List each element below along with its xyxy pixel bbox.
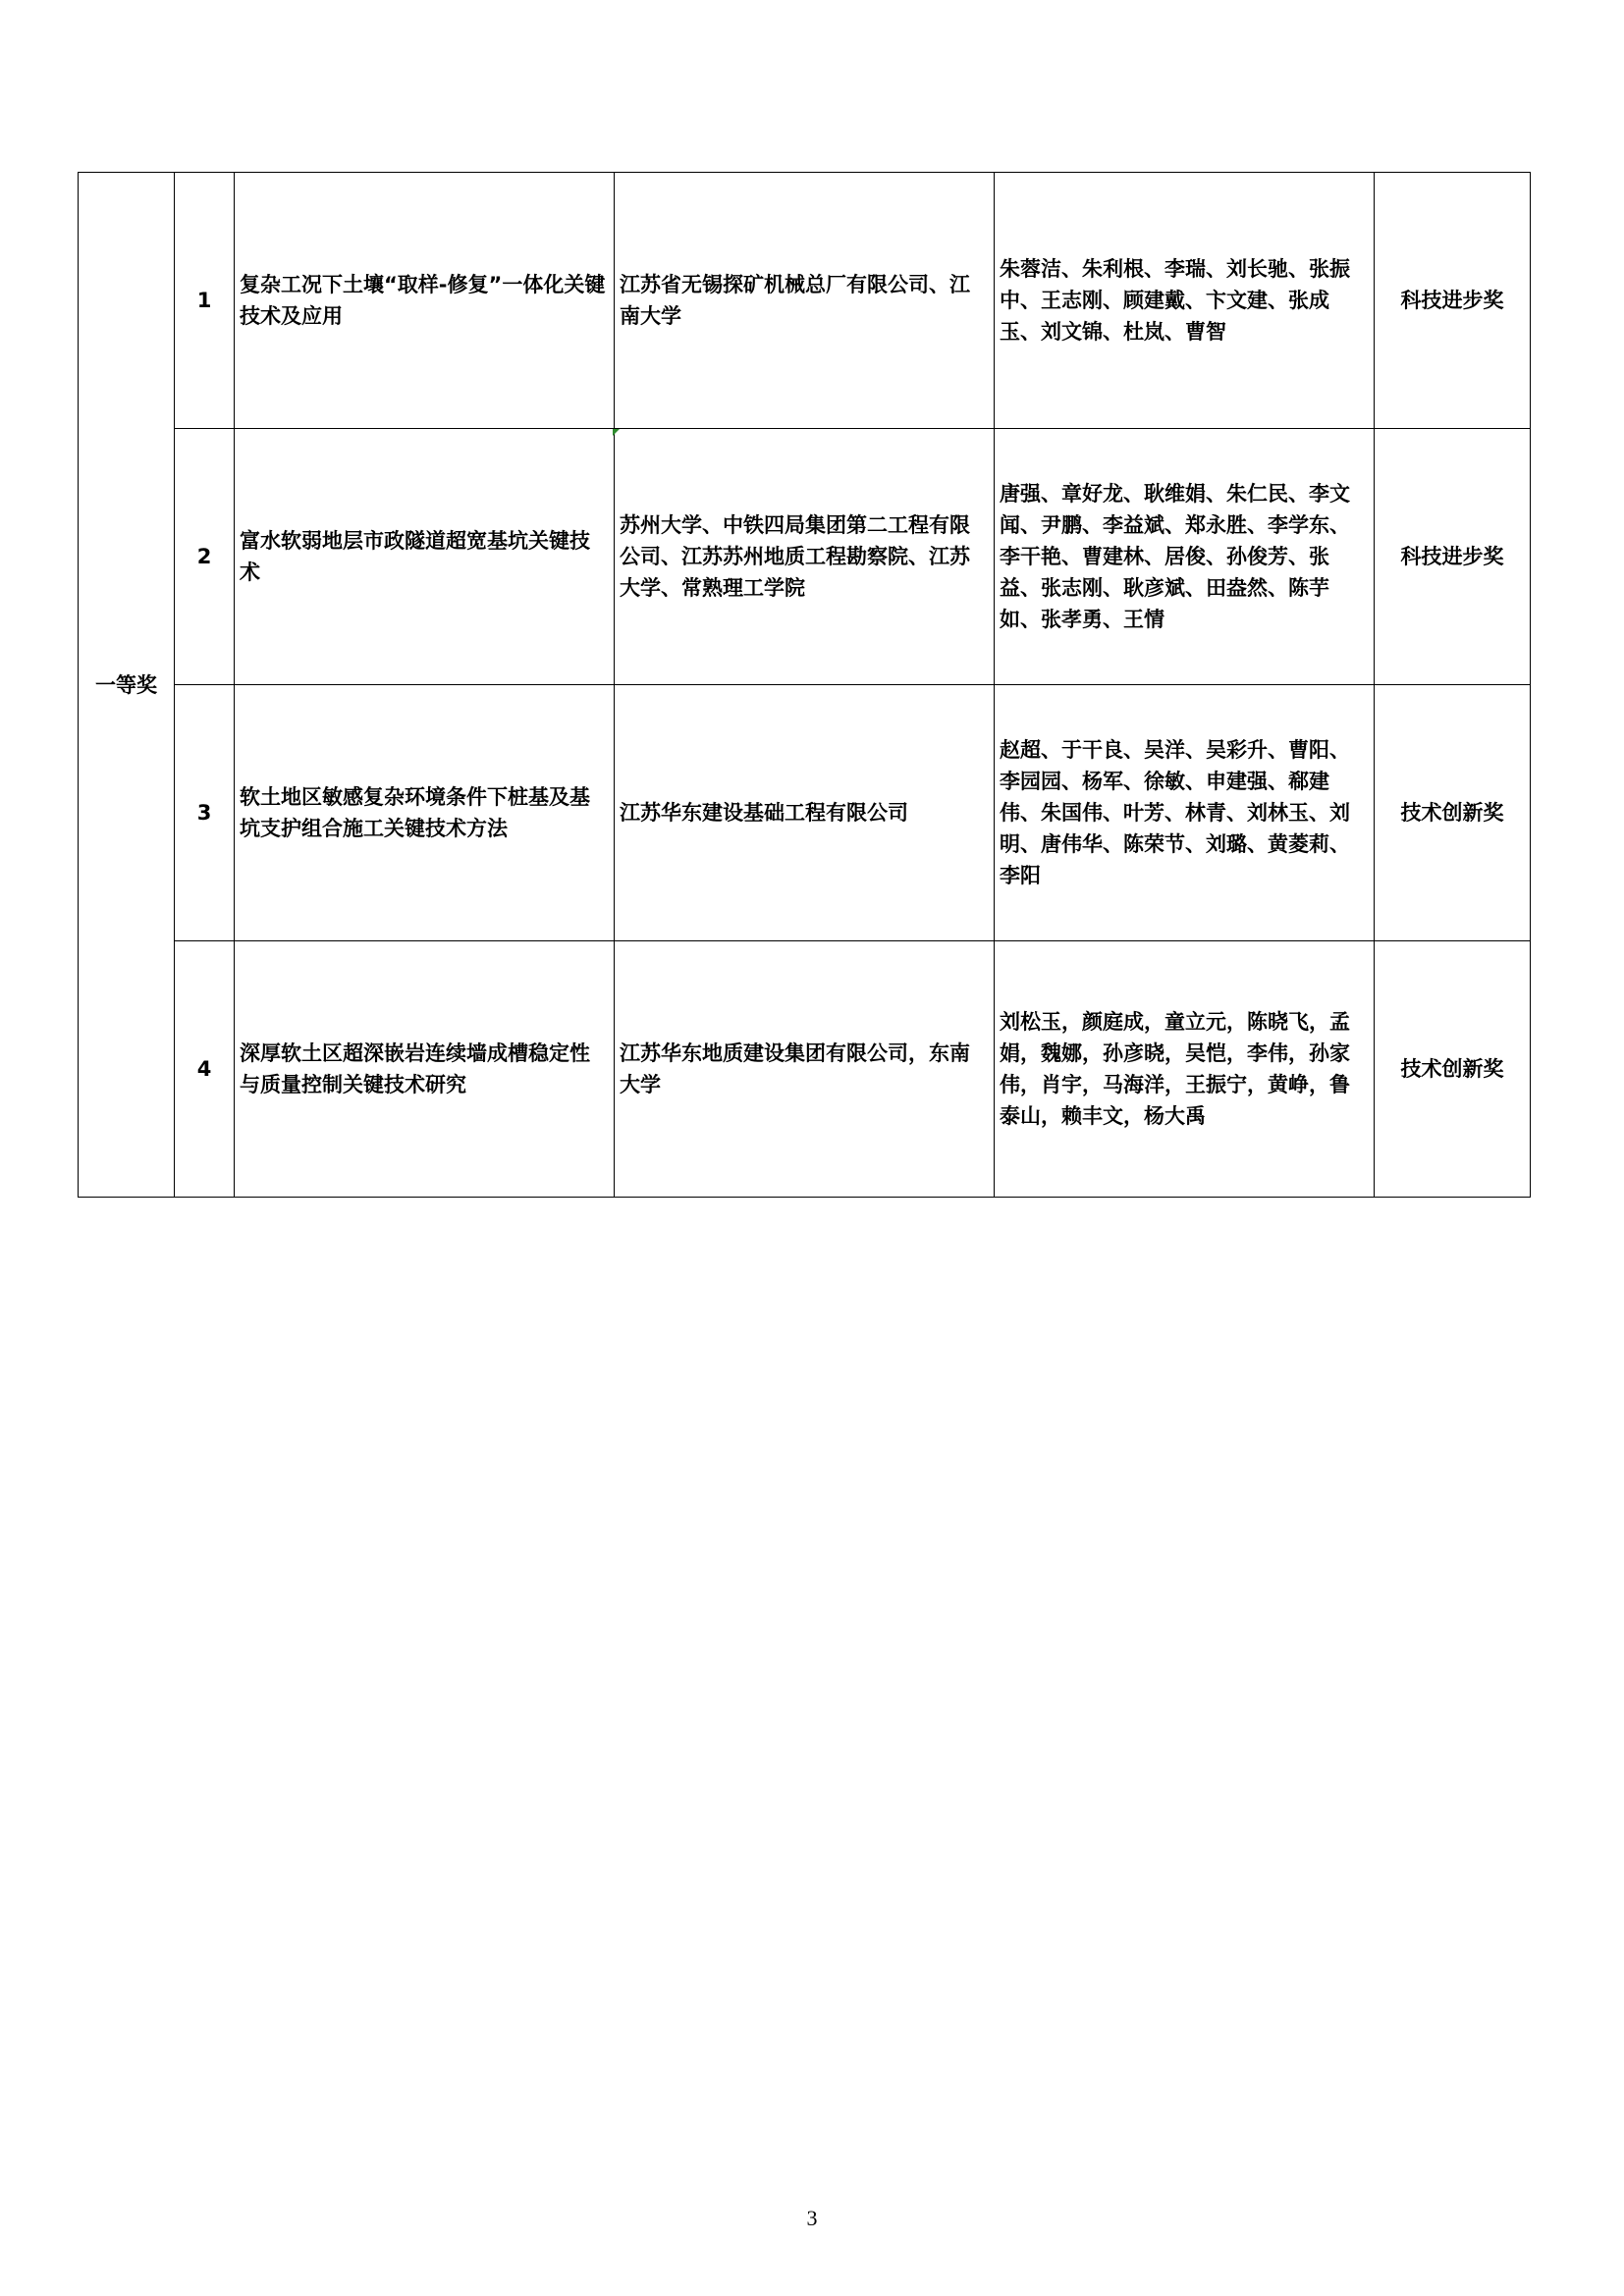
award-level-cell: 一等奖 <box>79 173 175 1198</box>
project-name: 深厚软土区超深嵌岩连续墙成槽稳定性与质量控制关键技术研究 <box>235 941 615 1198</box>
project-name: 软土地区敏感复杂环境条件下桩基及基坑支护组合施工关键技术方法 <box>235 685 615 941</box>
row-number: 1 <box>175 173 235 429</box>
table-row <box>79 173 1531 429</box>
row-number: 3 <box>175 685 235 941</box>
completing-people: 朱蓉洁、朱利根、李瑞、刘长驰、张振中、王志刚、顾建戴、卞文建、张成玉、刘文锦、杜岚、曹智 <box>995 173 1375 429</box>
awards-table <box>78 172 1531 1198</box>
row-number: 2 <box>175 429 235 685</box>
completing-units: 苏州大学、中铁四局集团第二工程有限公司、江苏苏州地质工程勘察院、江苏大学、常熟理工学院 <box>615 429 995 685</box>
completing-people: 赵超、于干良、吴洋、吴彩升、曹阳、李园园、杨军、徐敏、申建强、郗建伟、朱国伟、叶芳、林青、刘林玉、刘明、唐伟华、陈荣节、刘璐、黄菱莉、李阳 <box>995 685 1375 941</box>
award-type: 科技进步奖 <box>1375 173 1531 429</box>
project-name: 复杂工况下土壤“取样-修复”一体化关键技术及应用 <box>235 173 615 429</box>
completing-people: 唐强、章好龙、耿维娟、朱仁民、李文闻、尹鹏、李益斌、郑永胜、李学东、李干艳、曹建林、居俊、孙俊芳、张益、张志刚、耿彦斌、田盎然、陈芋如、张孝勇、王情 <box>995 429 1375 685</box>
project-name: 富水软弱地层市政隧道超宽基坑关键技术 <box>235 429 615 685</box>
completing-units: 江苏华东建设基础工程有限公司 <box>615 685 995 941</box>
completing-people: 刘松玉，颜庭成，童立元，陈晓飞，孟娟，魏娜，孙彦晓，吴恺，李伟，孙家伟，肖宇，马海洋，王振宁，黄峥，鲁泰山，赖丰文，杨大禹 <box>995 941 1375 1198</box>
award-type: 科技进步奖 <box>1375 429 1531 685</box>
award-type: 技术创新奖 <box>1375 941 1531 1198</box>
cell-comment-marker <box>613 429 620 436</box>
award-type: 技术创新奖 <box>1375 685 1531 941</box>
completing-units: 江苏华东地质建设集团有限公司，东南大学 <box>615 941 995 1198</box>
row-number: 4 <box>175 941 235 1198</box>
table-row <box>79 429 1531 685</box>
table-row <box>79 941 1531 1198</box>
page-number: 3 <box>806 2206 818 2230</box>
completing-units: 江苏省无锡探矿机械总厂有限公司、江南大学 <box>615 173 995 429</box>
table-row <box>79 685 1531 941</box>
